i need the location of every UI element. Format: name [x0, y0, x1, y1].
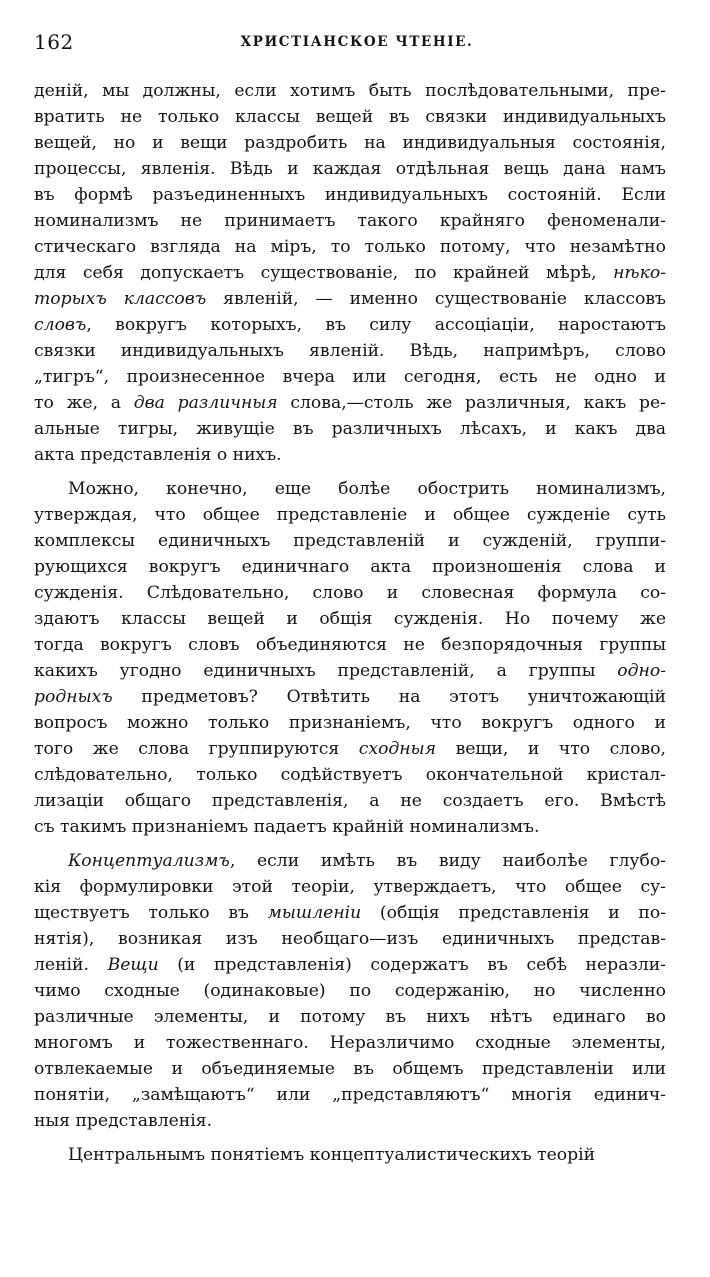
text-line	[34, 476, 666, 502]
text-line	[34, 900, 666, 926]
text-run: явленій, — именно существованіе классовъ	[206, 289, 666, 309]
text-run: акта представленія о нихъ.	[34, 445, 282, 465]
paragraph	[34, 1142, 666, 1168]
italic-text: нѣко-	[613, 263, 666, 283]
text-run: нятія), возникая изъ необщаго—изъ единичныхъ представ-	[34, 929, 666, 949]
italic-text: родныхъ	[34, 687, 113, 707]
text-run: (и представленія) содержатъ въ себѣ неразли-	[158, 955, 666, 975]
text-line	[34, 260, 666, 286]
text-line	[34, 1004, 666, 1030]
text-line	[34, 848, 666, 874]
text-line	[34, 78, 666, 104]
text-run: предметовъ? Отвѣтить на этотъ уничтожающій	[112, 687, 666, 707]
text-line	[34, 312, 666, 338]
page-header	[34, 30, 670, 58]
text-run: съ такимъ признаніемъ падаетъ крайній номинализмъ.	[34, 817, 540, 837]
text-line	[34, 952, 666, 978]
text-line	[34, 762, 666, 788]
text-line	[34, 286, 666, 312]
italic-text: сходныя	[358, 739, 437, 759]
text-run: номинализмъ не принимаетъ такого крайняго феноменали-	[34, 211, 666, 231]
text-line	[34, 182, 666, 208]
text-run: понятіи, „замѣщаютъ“ или „представляютъ“ многія единич-	[34, 1085, 666, 1105]
text-run: леній.	[34, 955, 108, 975]
text-run: вопросъ можно только признаніемъ, что вокругъ одного и	[34, 713, 666, 733]
text-line	[34, 442, 666, 468]
text-run: вещей, но и вещи раздробить на индивидуальныя состоянія,	[34, 133, 666, 153]
text-run: процессы, явленія. Вѣдь и каждая отдѣльная вещь дана намъ	[34, 159, 666, 179]
text-line	[34, 814, 666, 840]
text-line	[34, 1030, 666, 1056]
text-run: стическаго взгляда на міръ, то только потому, что незамѣтно	[34, 237, 666, 257]
text-run: здаютъ классы вещей и общія сужденія. Но почему же	[34, 609, 666, 629]
paragraph	[34, 476, 666, 840]
text-line	[34, 632, 666, 658]
text-line	[34, 390, 666, 416]
text-line	[34, 874, 666, 900]
text-run: чимо сходные (одинаковые) по содержанію, но численно	[34, 981, 666, 1001]
text-run: различные элементы, и потому въ нихъ нѣтъ единаго во	[34, 1007, 666, 1027]
text-run: комплексы единичныхъ представленій и сужденій, группи-	[34, 531, 666, 551]
paragraph	[34, 78, 666, 468]
text-line	[34, 130, 666, 156]
text-run: ныя представленія.	[34, 1111, 213, 1131]
text-line	[34, 554, 666, 580]
text-line	[34, 416, 666, 442]
text-line	[34, 1142, 666, 1168]
text-line	[34, 528, 666, 554]
text-line	[34, 658, 666, 684]
text-run: отвлекаемые и объединяемые въ общемъ представленіи или	[34, 1059, 666, 1079]
text-run: вещи, и что слово,	[436, 739, 667, 759]
italic-text: два различныя	[133, 393, 278, 413]
text-line	[34, 1108, 666, 1134]
text-run: (общія представленія и по-	[361, 903, 667, 923]
text-line	[34, 338, 666, 364]
text-line	[34, 684, 666, 710]
text-line	[34, 788, 666, 814]
text-run: тогда вокругъ словъ объединяются не безпорядочныя группы	[34, 635, 666, 655]
text-run: то же, а	[34, 393, 134, 413]
text-line	[34, 606, 666, 632]
text-run: слѣдовательно, только содѣйствуетъ окончательной кристал-	[34, 765, 666, 785]
text-run: для себя допускаетъ существованіе, по крайней мѣрѣ,	[34, 263, 614, 283]
paragraph	[34, 848, 666, 1134]
text-run: связки индивидуальныхъ явленій. Вѣдь, напримѣръ, слово	[34, 341, 666, 361]
text-line	[34, 580, 666, 606]
text-line	[34, 234, 666, 260]
italic-text: торыхъ классовъ	[34, 289, 207, 309]
text-run: ществуетъ только въ	[34, 903, 268, 923]
italic-text: словъ	[34, 315, 87, 335]
text-run: , если имѣть въ виду наиболѣе глубо-	[229, 851, 666, 871]
text-run: вратить не только классы вещей въ связки индивидуальныхъ	[34, 107, 666, 127]
text-run: слова,—столь же различныя, какъ ре-	[277, 393, 666, 413]
text-run: лизаціи общаго представленія, а не создаетъ его. Вмѣстѣ	[34, 791, 666, 811]
text-line	[34, 208, 666, 234]
text-line	[34, 926, 666, 952]
text-line	[34, 364, 666, 390]
text-line	[34, 1082, 666, 1108]
text-run: альные тигры, живущіе въ различныхъ лѣсахъ, и какъ два	[34, 419, 666, 439]
text-line	[34, 156, 666, 182]
text-run: какихъ угодно единичныхъ представленій, а группы	[34, 661, 618, 681]
text-run: многомъ и тожественнаго. Неразличимо сходные элементы,	[34, 1033, 666, 1053]
text-line	[34, 1056, 666, 1082]
text-line	[34, 710, 666, 736]
body-text	[34, 78, 666, 1176]
text-run: сужденія. Слѣдовательно, слово и словесная формула со-	[34, 583, 666, 603]
running-title: ХРИСТІАНСКОЕ ЧТЕНІЕ.	[240, 34, 474, 50]
text-run: того же слова группируются	[34, 739, 359, 759]
text-run: „тигръ“, произнесенное вчера или сегодня, есть не одно и	[34, 367, 666, 387]
text-run: утверждая, что общее представленіе и общее сужденіе суть	[34, 505, 666, 525]
text-line	[34, 502, 666, 528]
text-line	[34, 104, 666, 130]
text-run: Можно, конечно, еще болѣе обострить номинализмъ,	[68, 479, 666, 499]
text-run: рующихся вокругъ единичнаго акта произношенія слова и	[34, 557, 666, 577]
text-line	[34, 978, 666, 1004]
text-run: деній, мы должны, если хотимъ быть послѣдовательными, пре-	[34, 81, 666, 101]
text-run: кія формулировки этой теоріи, утверждаетъ, что общее су-	[34, 877, 666, 897]
italic-text: одно-	[617, 661, 666, 681]
page-number: 162	[34, 30, 74, 54]
italic-text: Концептуализмъ	[68, 851, 230, 871]
italic-text: Вещи	[107, 955, 159, 975]
text-run: въ формѣ разъединенныхъ индивидуальныхъ состояній. Если	[34, 185, 666, 205]
text-line	[34, 736, 666, 762]
text-run: , вокругъ которыхъ, въ силу ассоціаціи, наростаютъ	[86, 315, 666, 335]
text-run: Центральнымъ понятіемъ концептуалистическихъ теорій	[68, 1145, 596, 1165]
italic-text: мышленіи	[267, 903, 362, 923]
